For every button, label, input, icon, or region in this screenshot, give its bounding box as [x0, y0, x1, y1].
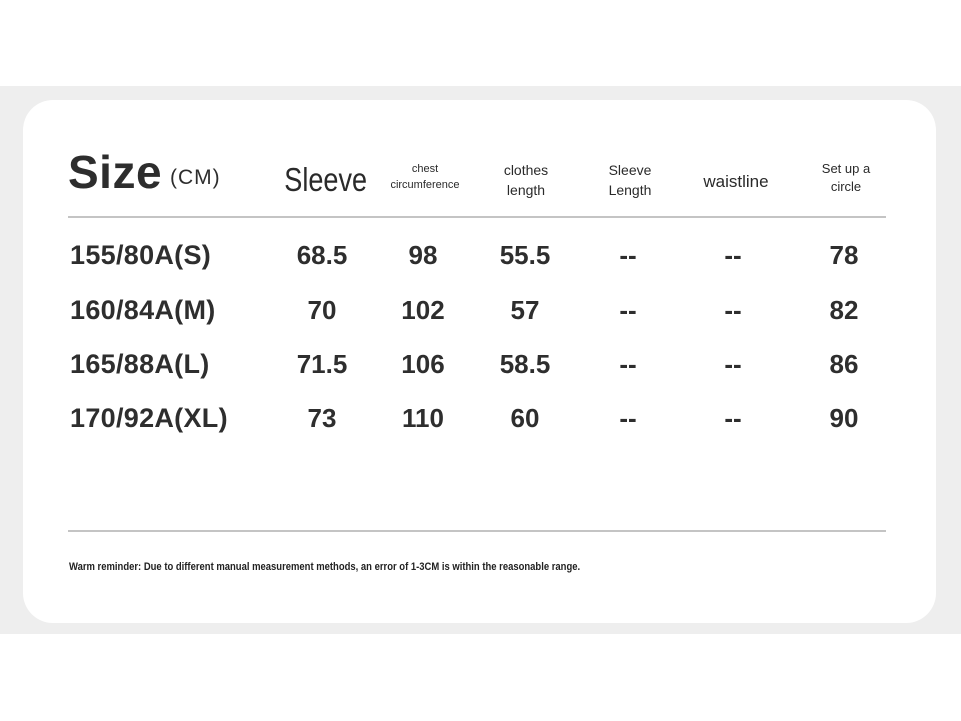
- cell-waistline: --: [724, 295, 742, 325]
- cell-waistline: --: [724, 349, 742, 379]
- cell-chest: 106: [401, 349, 445, 379]
- size-unit: (CM): [170, 166, 221, 189]
- size-title: Size: [68, 146, 163, 198]
- header-chest-line1: chest: [411, 163, 439, 175]
- cell-sleeve-length: --: [619, 403, 637, 433]
- table-row: [0, 235, 961, 275]
- header-circle-line2: circle: [830, 179, 862, 195]
- table-row: [0, 290, 961, 330]
- header-circle-line1: Set up a: [821, 161, 871, 176]
- cell-waistline: --: [724, 240, 742, 270]
- table-row: [0, 398, 961, 438]
- header-set-up-a-circle: [810, 160, 882, 196]
- header-sleeve-length-line2: Length: [608, 181, 652, 198]
- header-clothes-length: [490, 161, 562, 200]
- footer-divider: [68, 530, 886, 532]
- header-divider: [68, 216, 886, 218]
- cell-waistline: --: [724, 403, 742, 433]
- header-sleeve: Sleeve: [284, 161, 368, 198]
- cell-size: 155/80A(S): [70, 240, 212, 270]
- cell-chest: 110: [402, 403, 444, 433]
- cell-sleeve: 70: [307, 295, 337, 325]
- cell-length: 60: [510, 403, 540, 433]
- cell-chest: 98: [408, 240, 438, 270]
- cell-sleeve: 71.5: [296, 349, 348, 379]
- cell-sleeve: 73: [307, 403, 337, 433]
- cell-sleeve-length: --: [619, 295, 637, 325]
- header-chest-circumference: [380, 162, 470, 194]
- warm-reminder-note: Warm reminder: Due to different manual measurement methods, an error of 1-3CM is within the reasonable range.: [69, 561, 581, 573]
- cell-circle: 82: [829, 295, 859, 325]
- cell-sleeve-length: --: [619, 240, 637, 270]
- cell-circle: 86: [829, 349, 859, 379]
- cell-size: 160/84A(M): [70, 295, 216, 325]
- cell-size: 165/88A(L): [70, 349, 210, 379]
- cell-circle: 78: [829, 240, 859, 270]
- cell-length: 57: [510, 295, 540, 325]
- cell-chest: 102: [401, 295, 445, 325]
- header-waistline: waistline: [703, 172, 769, 191]
- header-length-line1: clothes: [503, 162, 549, 178]
- header-sleeve-length: [596, 161, 664, 200]
- table-row: [0, 344, 961, 384]
- cell-sleeve: 68.5: [296, 240, 348, 270]
- cell-size: 170/92A(XL): [70, 403, 228, 433]
- header-length-line2: length: [506, 181, 546, 198]
- header-sleeve-length-line1: Sleeve: [608, 162, 652, 178]
- cell-length: 58.5: [499, 349, 551, 379]
- cell-length: 55.5: [499, 240, 551, 270]
- cell-circle: 90: [829, 403, 859, 433]
- header-chest-line2: circumference: [390, 178, 460, 191]
- cell-sleeve-length: --: [619, 349, 637, 379]
